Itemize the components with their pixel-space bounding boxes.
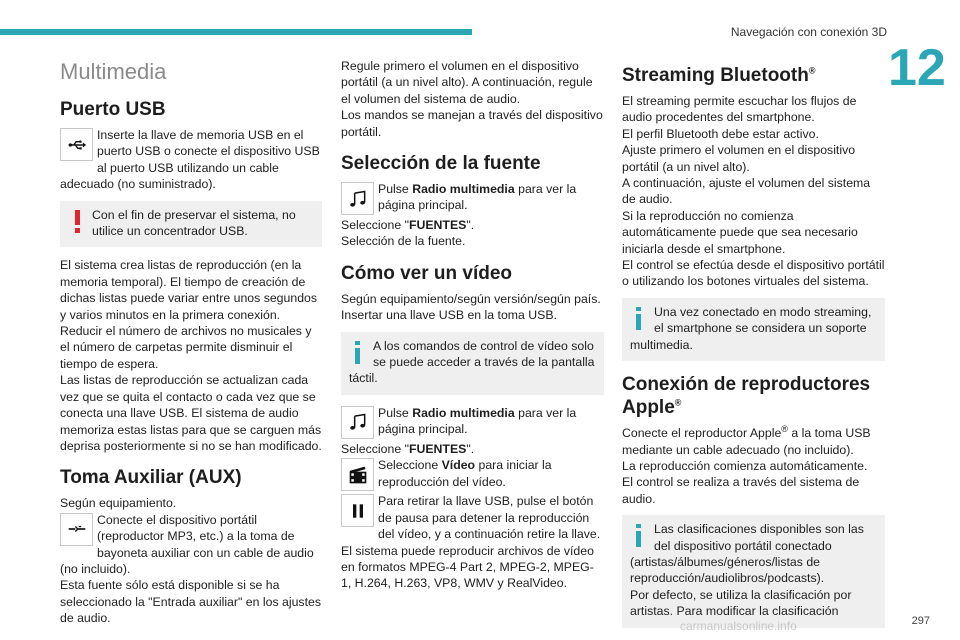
aux-icon-text: Conecte el dispositivo portátil (reproductor MP3, etc.) a la toma de bayoneta auxiliar con un cable de audio (no incluido). (60, 512, 314, 576)
source-press-rest: para ver la página principal. (378, 182, 577, 213)
aux-jack-icon (60, 513, 93, 546)
bt-paragraph-5: Si la reproducción no comienza automáticamente puede que sea necesario iniciarla desde el smartphone. (622, 208, 858, 256)
video-select-suffix: ". (466, 441, 475, 456)
aux-paragraph-1: Según equipamiento. (60, 496, 177, 511)
usb-instruction (60, 127, 322, 193)
apple-paragraph-1: Conecte el reproductor Apple® a la toma USB mediante un cable adecuado (no incluido). (622, 424, 871, 457)
aux-paragraph-2: Esta fuente sólo está disponible si se ha seleccionado la "Entrada auxiliar" en los ajustes de audio. (60, 578, 321, 626)
usb-paragraph-2: Reducir el número de archivos no musicales y el número de carpetas permite disminuir el tiempo de espera. (60, 324, 312, 371)
video-sel2-bold: Vídeo (441, 458, 476, 473)
video-sel2-rest: para iniciar la reproducción del vídeo. (378, 458, 552, 489)
bt-info-note (622, 298, 885, 361)
usb-warning-text: Con el fin de preservar el sistema, no utilice un concentrador USB. (92, 207, 296, 239)
header-accent-bar (0, 29, 472, 35)
source-choose: Selección de la fuente. (341, 234, 466, 249)
video-pause-instruction (341, 493, 604, 542)
bt-paragraph-1: El streaming permite escuchar los flujos de audio procedentes del smartphone. (622, 94, 857, 125)
apple-paragraph-2: La reproducción comienza automáticamente. (622, 458, 868, 473)
usb-heading: Puerto USB (60, 99, 166, 120)
column-2 (341, 58, 604, 592)
video-press-rest: para ver la página principal. (378, 405, 577, 437)
video-paragraph-2: Insertar una llave USB en la toma USB. (341, 308, 557, 323)
page-number: 297 (911, 615, 930, 627)
source-heading: Selección de la fuente (341, 153, 541, 175)
apple-heading: Conexión de reproductores Apple® (622, 374, 871, 419)
bt-paragraph-3: Ajuste primero el volumen en el dispositivo portátil (a un nivel alto). (622, 143, 856, 174)
column-3 (622, 56, 885, 638)
source-press-bold: Radio multimedia (412, 182, 515, 197)
warning-exclamation-icon (68, 207, 88, 235)
intro-paragraph-1: Regule primero el volumen en el dispositivo portátil (a un nivel alto). A continuación, regule el volumen del sistema de audio. (341, 59, 593, 106)
bt-paragraph-6: El control se efectúa desde el dispositivo portátil o utilizando los botones virtuales del sistema. (622, 258, 885, 289)
pause-icon (341, 494, 374, 527)
usb-warning-note (60, 201, 322, 248)
apple-info-note (622, 515, 885, 627)
video-select-bold: FUENTES (408, 441, 467, 456)
video-press-bold: Radio multimedia (412, 405, 515, 420)
info-icon (630, 521, 650, 549)
column-1 (60, 56, 322, 627)
apple-info-text-1: Las clasificaciones disponibles son las del dispositivo portátil conectado (artistas/álbumes/géneros/listas de reproducción/audiolibros/podcasts). (630, 522, 864, 586)
video-select-instruction (341, 457, 604, 493)
video-formats: El sistema puede reproducir archivos de vídeo en formatos MPEG-4 Part 2, MPEG-2, MPEG-1, H.264, H.263, VP8, WMV y RealVideo. (341, 543, 594, 591)
apple-info-text-2: Por defecto, se utiliza la clasificación por artistas. Para modificar la clasificación (630, 587, 852, 619)
usb-paragraph-1: El sistema crea listas de reproducción (en la memoria temporal). El tiempo de creación de dichas listas puede variar entre unos segundos y varios minutos en la primera conexión. (60, 258, 318, 322)
usb-icon (60, 128, 93, 161)
bt-info-text: Una vez conectado en modo streaming, el smartphone se considera un soporte multimedia. (630, 304, 872, 352)
usb-paragraph-3: Las listas de reproducción se actualizan cada vez que se quita el contacto o cada vez que se conecta una llave USB. El sistema de audio memoriza estas listas para que se carguen más deprisa posteriormente si no se han modificado. (60, 373, 322, 453)
source-press: Pulse (378, 182, 413, 197)
video-heading: Cómo ver un vídeo (341, 262, 513, 284)
film-clapper-icon (341, 458, 374, 491)
source-press-instruction (341, 181, 604, 217)
video-select-prefix: Seleccione " (341, 441, 409, 456)
video-press-instruction (341, 405, 604, 441)
bluetooth-heading: Streaming Bluetooth® (622, 65, 816, 86)
intro-paragraph-2: Los mandos se manejan a través del dispositivo portátil. (341, 108, 603, 139)
video-info-note (341, 332, 604, 395)
music-note-icon (341, 182, 374, 215)
info-icon (349, 338, 369, 366)
watermark: carmanualsonline.info (680, 619, 797, 633)
video-pause-text: Para retirar la llave USB, pulse el botón de pausa para detener la reproducción del vídeo, y a continuación retire la llave. (378, 494, 601, 542)
info-icon (630, 304, 650, 332)
bt-paragraph-2: El perfil Bluetooth debe estar activo. (622, 126, 819, 141)
video-press: Pulse (378, 405, 413, 420)
video-paragraph-1: Según equipamiento/según versión/según país. (341, 291, 601, 306)
video-sel2-prefix: Seleccione (378, 458, 442, 473)
select-suffix: ". (466, 218, 475, 233)
select-prefix: Seleccione " (341, 218, 409, 233)
section-title: Multimedia (60, 59, 167, 84)
select-bold: FUENTES (408, 218, 467, 233)
chapter-number: 12 (888, 39, 946, 97)
music-note-icon (341, 406, 374, 439)
aux-instruction (60, 512, 322, 578)
running-title: Navegación con conexión 3D (730, 25, 887, 39)
apple-paragraph-3: El control se realiza a través del sistema de audio. (622, 475, 860, 506)
usb-text: Inserte la llave de memoria USB en el puerto USB o conecte el dispositivo USB al puerto USB utilizando un cable adecuado (no suministrado). (60, 128, 320, 192)
bt-paragraph-4: A continuación, ajuste el volumen del sistema de audio. (622, 176, 871, 207)
aux-heading: Toma Auxiliar (AUX) (60, 467, 242, 489)
video-info-text: A los comandos de control de vídeo solo se puede acceder a través de la pantalla táctil. (349, 338, 595, 386)
